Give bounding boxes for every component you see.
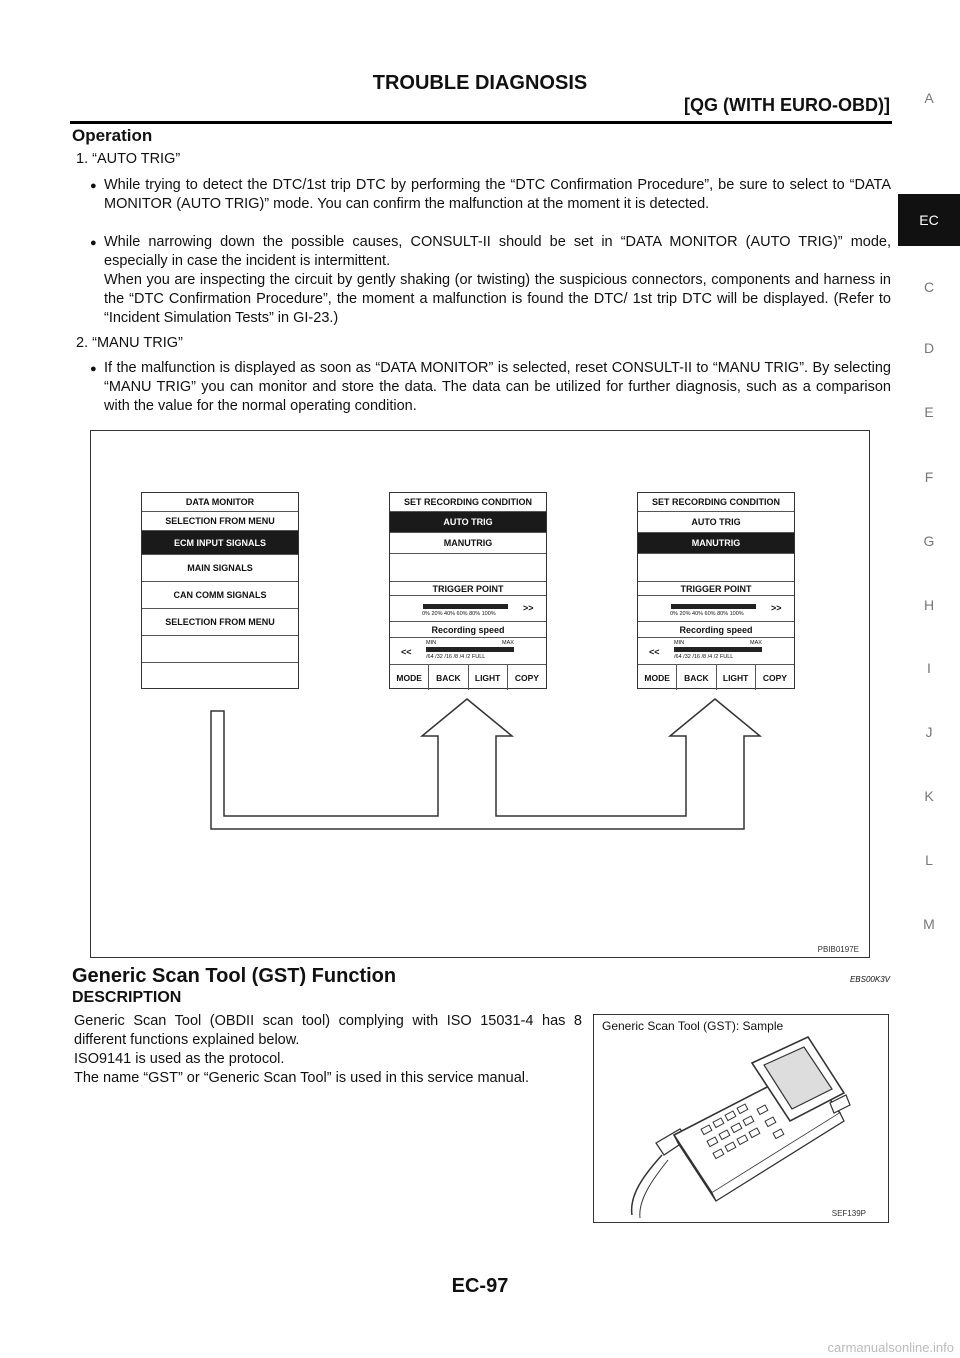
screen-row-selected: MANUTRIG [638, 533, 794, 554]
operation-heading: Operation [72, 126, 153, 145]
gst-heading: Generic Scan Tool (GST) Function [72, 965, 397, 987]
screen-row: MAIN SIGNALS [142, 555, 298, 582]
screen-row-selected: AUTO TRIG [390, 512, 546, 533]
side-tab-c[interactable]: C [923, 279, 935, 295]
screen-row: Recording speed [638, 622, 794, 638]
figure-code: SEF139P [831, 1209, 866, 1218]
page-number: EC-97 [451, 1275, 509, 1297]
light-button: LIGHT [469, 665, 508, 690]
section-code: EBS00K3V [849, 975, 890, 984]
back-button: BACK [677, 665, 716, 690]
side-tab-l[interactable]: L [925, 852, 933, 868]
side-tab-ec[interactable]: EC [898, 194, 960, 246]
meter-ticks: 0% 20% 40% 60% 80% 100% [670, 611, 744, 617]
meter-ticks: /64 /32 /16 /8 /4 /2 FULL [426, 654, 486, 660]
screen-row: SELECTION FROM MENU [142, 512, 298, 531]
flow-arrows-diagram [91, 431, 868, 956]
list-item-text: If the malfunction is displayed as soon as “DATA MONITOR” is selected, reset CONSULT-II to “MANU TRIG”. By selecting “MANU TRIG” you can monitor and store the data. The data can be utilized for further diagnosis, such as a comparison with the value for the normal operating condition. [104, 360, 891, 414]
meter-ticks: 0% 20% 40% 60% 80% 100% [422, 611, 496, 617]
list-item-text: While narrowing down the possible causes, CONSULT-II should be set in “DATA MONITOR (AUTO TRIG)” mode, especially in case the incident is intermittent. [104, 234, 891, 269]
description-text: The name “GST” or “Generic Scan Tool” is used in this service manual. [74, 1070, 530, 1086]
back-button: BACK [429, 665, 468, 690]
bullet-icon: ● [90, 180, 97, 192]
flow-arrow-shape [211, 699, 760, 829]
list-item-label: 1. “AUTO TRIG” [76, 151, 181, 167]
side-tab-k[interactable]: K [924, 788, 934, 804]
copy-button: COPY [514, 672, 539, 683]
meter-ticks: /64 /32 /16 /8 /4 /2 FULL [674, 654, 734, 660]
meter-min-label: MIN [426, 640, 437, 646]
side-tab-j[interactable]: J [925, 724, 933, 740]
side-tab-e[interactable]: E [924, 404, 934, 420]
figure-gst-sample [593, 1014, 889, 1223]
description-text: Generic Scan Tool (OBDII scan tool) complying with ISO 15031-4 has 8 different functions explained below. [74, 1013, 582, 1048]
screen-row: TRIGGER POINT [638, 582, 794, 596]
side-tab-h[interactable]: H [923, 597, 935, 613]
page-header-subtitle: [QG (WITH EURO-OBD)] [684, 95, 890, 115]
scan-tool-illustration [594, 1015, 887, 1221]
meter-max-label: MAX [502, 640, 514, 646]
side-tab-a[interactable]: A [924, 90, 934, 106]
site-watermark[interactable]: carmanualsonline.info [827, 1340, 954, 1355]
bullet-icon: ● [90, 363, 97, 375]
page-header-title: TROUBLE DIAGNOSIS [372, 72, 588, 94]
mode-button: MODE [638, 665, 677, 690]
screen-row: SELECTION FROM MENU [142, 609, 298, 636]
header-rule [70, 121, 892, 124]
list-item-label: 2. “MANU TRIG” [76, 335, 183, 351]
screen-title: SET RECORDING CONDITION [638, 493, 794, 512]
prev-arrow: << [649, 647, 660, 657]
light-button: LIGHT [717, 665, 756, 690]
screen-title: SET RECORDING CONDITION [390, 493, 546, 512]
bullet-icon: ● [90, 237, 97, 249]
next-arrow: >> [771, 603, 782, 613]
screen-row: TRIGGER POINT [390, 582, 546, 596]
figure-code: PBIB0197E [817, 945, 859, 954]
screen-row: Recording speed [390, 622, 546, 638]
screen-row: DATA MONITOR [142, 493, 298, 512]
screen-row: AUTO TRIG [638, 512, 794, 533]
figure-consult-screens [90, 430, 870, 958]
screen-row-selected: ECM INPUT SIGNALS [142, 531, 298, 555]
side-tab-g[interactable]: G [923, 533, 935, 549]
description-text: ISO9141 is used as the protocol. [74, 1051, 285, 1067]
description-heading: DESCRIPTION [72, 989, 182, 1006]
list-item-text: When you are inspecting the circuit by gently shaking (or twisting) the suspicious connectors, components and harness in the “DTC Confirmation Procedure”, the moment a malfunction is found the DTC/ 1st trip DTC will be displayed. (Refer to “Incident Simulation Tests” in GI-23.) [104, 272, 891, 326]
side-tab-m[interactable]: M [923, 916, 935, 932]
screen-row: MANUTRIG [390, 533, 546, 554]
list-item-text: While trying to detect the DTC/1st trip DTC by performing the “DTC Confirmation Procedure”, be sure to select to “DATA MONITOR (AUTO TRIG)” mode. You can confirm the malfunction at the moment it is detected. [104, 177, 891, 212]
figure-caption: Generic Scan Tool (GST): Sample [602, 1019, 784, 1033]
screen-row: CAN COMM SIGNALS [142, 582, 298, 609]
side-tab-i[interactable]: I [927, 660, 931, 676]
side-tab-d[interactable]: D [923, 340, 935, 356]
next-arrow: >> [523, 603, 534, 613]
meter-min-label: MIN [674, 640, 685, 646]
side-tab-f[interactable]: F [924, 469, 934, 485]
prev-arrow: << [401, 647, 412, 657]
mode-button: MODE [390, 665, 429, 690]
meter-max-label: MAX [750, 640, 762, 646]
copy-button: COPY [762, 672, 787, 683]
